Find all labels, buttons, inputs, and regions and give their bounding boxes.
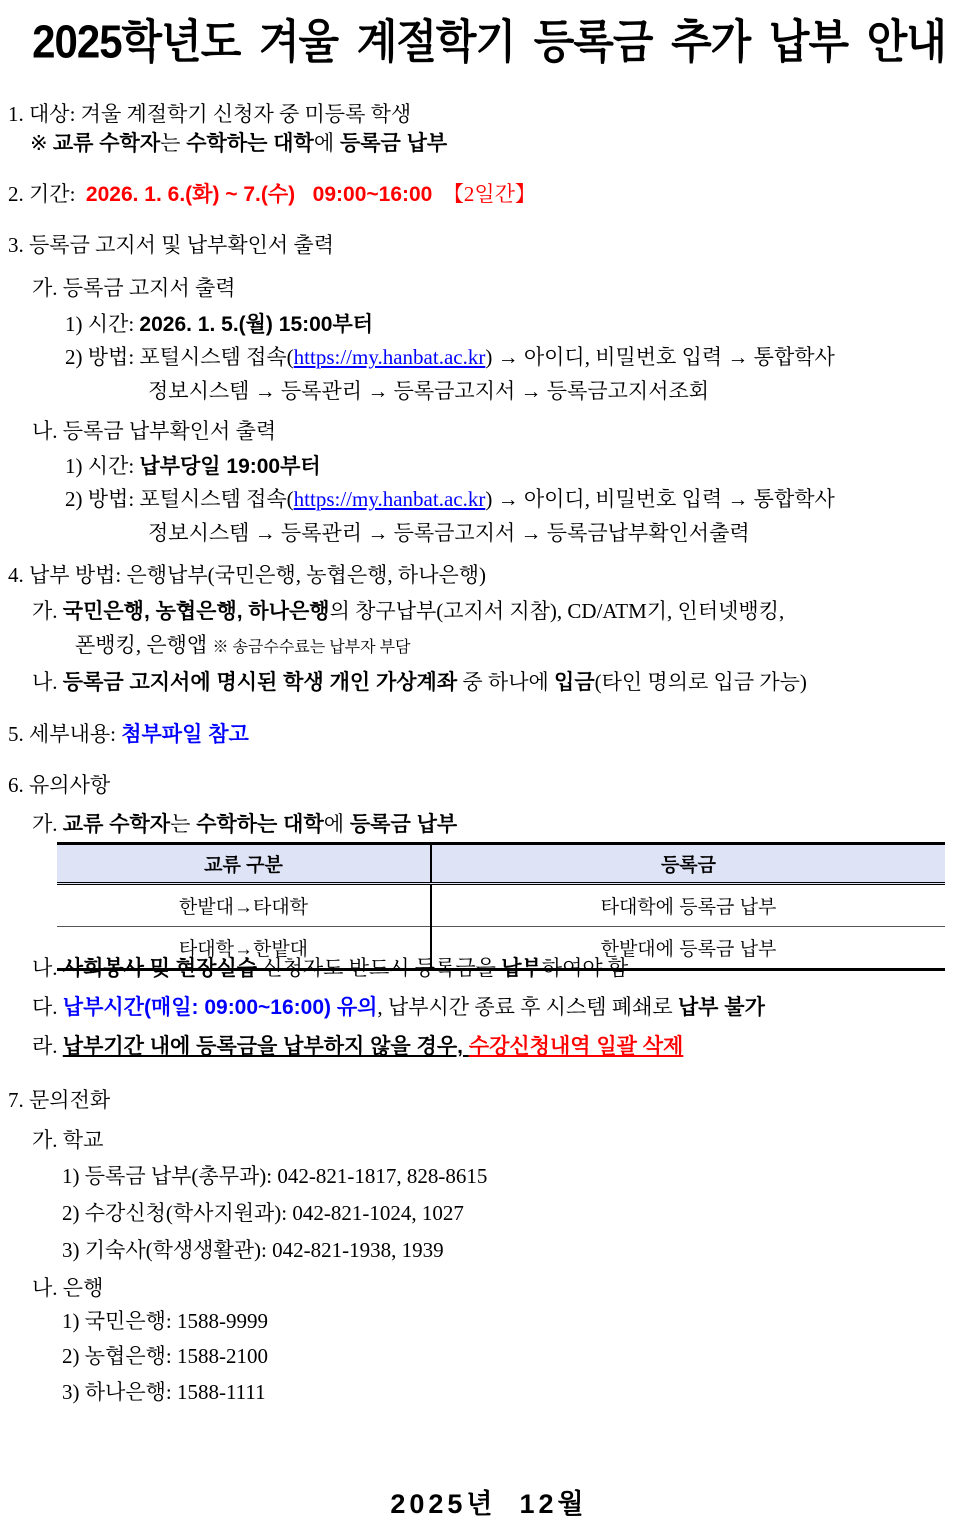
section6-ra bbox=[32, 1033, 683, 1060]
portal-link[interactable]: https://my.hanbat.ac.kr bbox=[293, 487, 486, 511]
exchange-plain-1: 는 bbox=[170, 813, 197, 836]
item-label: 라. bbox=[32, 1034, 63, 1058]
plain-mid: 중 하나에 bbox=[457, 670, 555, 694]
section4-ga-cont bbox=[75, 632, 411, 658]
section6-da bbox=[32, 994, 765, 1021]
method-label: 2) 방법: bbox=[65, 487, 140, 511]
phone-item-registration: 2) 수강신청(학사지원과): 042-821-1024, 1027 bbox=[62, 1201, 464, 1225]
cell-exchange-type: 타대학→한밭대 bbox=[57, 927, 431, 970]
time-label: 1) 시간: bbox=[65, 454, 140, 478]
item-label: 나. bbox=[32, 956, 63, 980]
item-label: 다. bbox=[32, 995, 63, 1019]
item-label: 가. bbox=[32, 812, 63, 836]
deletion-warning-red: 수강신청내역 일괄 삭제 bbox=[468, 1035, 684, 1058]
section4-na bbox=[32, 669, 807, 696]
virtual-account-bold: 등록금 고지서에 명시된 학생 개인 가상계좌 bbox=[62, 671, 458, 694]
section3-na-method bbox=[65, 486, 835, 512]
section7-bank-heading: 나. 은행 bbox=[32, 1276, 104, 1300]
exchange-tuition-table bbox=[57, 842, 945, 971]
phone-item-kookmin: 1) 국민은행: 1588-9999 bbox=[62, 1309, 268, 1333]
phone-item-hana: 3) 하나은행: 1588-1111 bbox=[62, 1380, 266, 1404]
method-pre: 포털시스템 접속( bbox=[139, 487, 294, 511]
method-label: 2) 방법: bbox=[65, 345, 140, 369]
deposit-bold: 입금 bbox=[554, 671, 595, 694]
section3-na-method-cont: 정보시스템 → 등록관리 → 등록금고지서 → 등록금납부확인서출력 bbox=[148, 521, 750, 545]
section3-ga-heading: 가. 등록금 고지서 출력 bbox=[32, 276, 236, 300]
section6-na bbox=[32, 955, 628, 982]
note-bold-1: 교류 수학자 bbox=[52, 132, 161, 155]
bank-methods: 의 창구납부(고지서 지참), CD/ATM기, 인터넷뱅킹, bbox=[329, 599, 785, 623]
note-bold-2: 수학하는 대학 bbox=[186, 132, 314, 155]
section5-detail bbox=[8, 721, 249, 748]
method-post: ) → 아이디, 비밀번호 입력 → 통합학사 bbox=[485, 487, 835, 511]
cell-exchange-type: 한밭대→타대학 bbox=[57, 884, 431, 927]
section3-ga-time bbox=[65, 311, 373, 338]
cell-tuition: 한밭대에 등록금 납부 bbox=[431, 927, 945, 970]
table-row bbox=[57, 884, 945, 927]
exchange-bold-2: 수학하는 대학 bbox=[196, 813, 324, 836]
time-value: 2026. 1. 5.(월) 15:00부터 bbox=[139, 313, 374, 336]
plain-mid: , 납부시간 종료 후 시스템 폐쇄로 bbox=[377, 995, 678, 1019]
phone-item-tuition: 1) 등록금 납부(총무과): 042-821-1817, 828-8615 bbox=[62, 1164, 488, 1188]
phone-item-dormitory: 3) 기숙사(학생생활관): 042-821-1938, 1939 bbox=[62, 1238, 444, 1262]
time-value: 납부당일 19:00부터 bbox=[139, 455, 321, 478]
page-title: 2025학년도 겨울 계절학기 등록금 추가 납부 안내 bbox=[32, 15, 946, 68]
section7-school-heading: 가. 학교 bbox=[32, 1128, 104, 1152]
section7-heading: 7. 문의전화 bbox=[8, 1088, 111, 1112]
portal-link[interactable]: https://my.hanbat.ac.kr bbox=[293, 345, 486, 369]
deadline-warning-bold: 납부기간 내에 등록금을 납부하지 않을 경우, bbox=[62, 1035, 469, 1058]
period-days-badge: 【2일간】 bbox=[432, 182, 536, 206]
section3-na-heading: 나. 등록금 납부확인서 출력 bbox=[32, 419, 277, 443]
table-header-row bbox=[57, 844, 945, 884]
column-header-tuition: 등록금 bbox=[431, 844, 945, 884]
section2-period bbox=[8, 181, 536, 208]
note-plain-1: 는 bbox=[160, 132, 187, 155]
bank-names-bold: 국민은행, 농협은행, 하나은행 bbox=[62, 600, 330, 623]
section3-ga-method-cont: 정보시스템 → 등록관리 → 등록금고지서 → 등록금고지서조회 bbox=[148, 379, 710, 403]
phone-item-nonghyup: 2) 농협은행: 1588-2100 bbox=[62, 1344, 268, 1368]
exchange-plain-2: 에 bbox=[323, 813, 350, 836]
exchange-bold-1: 교류 수학자 bbox=[62, 813, 171, 836]
plain-mid: 신청자도 반드시 등록금을 bbox=[257, 956, 502, 980]
section6-heading: 6. 유의사항 bbox=[8, 773, 111, 797]
section4-heading: 4. 납부 방법: 은행납부(국민은행, 농협은행, 하나은행) bbox=[8, 563, 487, 587]
plain-tail: 하여야 함 bbox=[541, 956, 629, 980]
document-date: 2025년 12월 bbox=[390, 1489, 588, 1519]
method-post: ) → 아이디, 비밀번호 입력 → 통합학사 bbox=[485, 345, 835, 369]
section3-heading: 3. 등록금 고지서 및 납부확인서 출력 bbox=[8, 233, 335, 257]
exchange-bold-3: 등록금 납부 bbox=[349, 813, 458, 836]
item-label: 가. bbox=[32, 599, 63, 623]
pay-bold: 납부 bbox=[501, 957, 542, 980]
period-label: 2. 기간: bbox=[8, 182, 86, 206]
detail-label: 5. 세부내용: bbox=[8, 722, 122, 746]
fee-note: ※ 송금수수료는 납부자 부담 bbox=[212, 639, 411, 656]
no-payment-bold: 납부 불가 bbox=[677, 996, 765, 1019]
section1-heading: 1. 대상: 겨울 계절학기 신청자 중 미등록 학생 bbox=[8, 102, 412, 126]
note-mark: ※ bbox=[30, 131, 53, 155]
section3-ga-method bbox=[65, 344, 835, 370]
note-bold-3: 등록금 납부 bbox=[339, 132, 448, 155]
column-header-exchange-type: 교류 구분 bbox=[57, 844, 431, 884]
attachment-reference: 첨부파일 참고 bbox=[121, 723, 249, 746]
bank-methods-cont: 폰뱅킹, 은행앱 bbox=[75, 633, 213, 657]
section4-ga bbox=[32, 598, 784, 625]
cell-tuition: 타대학에 등록금 납부 bbox=[431, 884, 945, 927]
section3-na-time bbox=[65, 453, 321, 480]
note-plain-2: 에 bbox=[313, 132, 340, 155]
section1-note bbox=[30, 130, 447, 157]
section6-ga bbox=[32, 811, 457, 838]
method-pre: 포털시스템 접속( bbox=[139, 345, 294, 369]
item-label: 나. bbox=[32, 670, 63, 694]
payment-hours-warning: 납부시간(매일: 09:00~16:00) 유의 bbox=[62, 996, 378, 1019]
period-dates: 2026. 1. 6.(화) ~ 7.(수) 09:00~16:00 bbox=[85, 183, 433, 206]
plain-tail: (타인 명의로 입금 가능) bbox=[594, 670, 807, 694]
time-label: 1) 시간: bbox=[65, 312, 140, 336]
volunteer-bold: 사회봉사 및 현장실습 bbox=[62, 957, 258, 980]
